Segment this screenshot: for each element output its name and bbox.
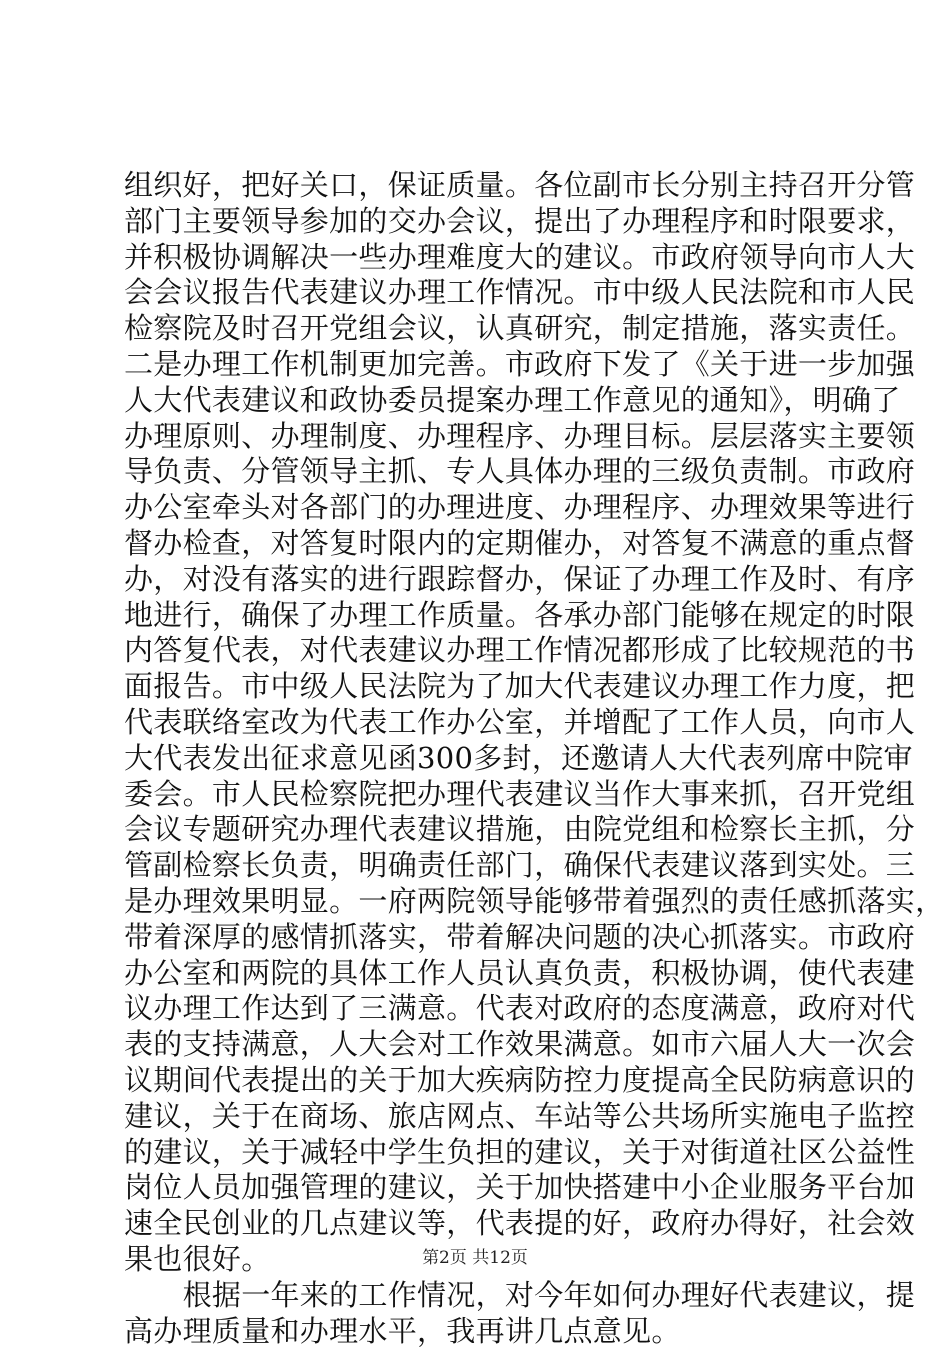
text-line: 议期间代表提出的关于加大疾病防控力度提高全民防病意识的 <box>124 1063 836 1099</box>
text-line: 管副检察长负责，明确责任部门，确保代表建议落到实处。三 <box>124 848 836 884</box>
text-line: 督办检查，对答复时限内的定期催办，对答复不满意的重点督 <box>124 526 836 562</box>
text-line: 带着深厚的感情抓落实，带着解决问题的决心抓落实。市政府 <box>124 920 836 956</box>
text-line: 会议专题研究办理代表建议措施，由院党组和检察长主抓，分 <box>124 812 836 848</box>
text-line: 导负责、分管领导主抓、专人具体办理的三级负责制。市政府 <box>124 454 836 490</box>
text-line: 根据一年来的工作情况，对今年如何办理好代表建议，提 <box>124 1278 836 1314</box>
text-line: 办理原则、办理制度、办理程序、办理目标。层层落实主要领 <box>124 419 836 455</box>
text-line: 代表联络室改为代表工作办公室，并增配了工作人员，向市人 <box>124 705 836 741</box>
text-line: 二是办理工作机制更加完善。市政府下发了《关于进一步加强 <box>124 347 836 383</box>
text-line: 办公室牵头对各部门的办理进度、办理程序、办理效果等进行 <box>124 490 836 526</box>
document-body <box>124 168 836 1349</box>
text-line: 组织好，把好关口，保证质量。各位副市长分别主持召开分管 <box>124 168 836 204</box>
text-line: 大代表发出征求意见函300多封，还邀请人大代表列席中院审 <box>124 741 836 777</box>
text-line: 速全民创业的几点建议等，代表提的好，政府办得好，社会效 <box>124 1206 836 1242</box>
text-line: 议办理工作达到了三满意。代表对政府的态度满意，政府对代 <box>124 991 836 1027</box>
text-line: 会会议报告代表建议办理工作情况。市中级人民法院和市人民 <box>124 275 836 311</box>
text-line: 检察院及时召开党组会议，认真研究，制定措施，落实责任。 <box>124 311 836 347</box>
text-line: 的建议，关于减轻中学生负担的建议，关于对街道社区公益性 <box>124 1135 836 1171</box>
text-line: 办，对没有落实的进行跟踪督办，保证了办理工作及时、有序 <box>124 562 836 598</box>
text-line: 表的支持满意，人大会对工作效果满意。如市六届人大一次会 <box>124 1027 836 1063</box>
text-line: 委会。市人民检察院把办理代表建议当作大事来抓，召开党组 <box>124 777 836 813</box>
text-line: 果也很好。 <box>124 1242 836 1278</box>
text-line: 内答复代表，对代表建议办理工作情况都形成了比较规范的书 <box>124 633 836 669</box>
text-line: 是办理效果明显。一府两院领导能够带着强烈的责任感抓落实， <box>124 884 836 920</box>
text-line: 岗位人员加强管理的建议，关于加快搭建中小企业服务平台加 <box>124 1170 836 1206</box>
page-number-footer: 第2页 共12页 <box>0 1243 950 1268</box>
text-line: 并积极协调解决一些办理难度大的建议。市政府领导向市人大 <box>124 240 836 276</box>
text-line: 部门主要领导参加的交办会议，提出了办理程序和时限要求， <box>124 204 836 240</box>
text-line: 办公室和两院的具体工作人员认真负责，积极协调，使代表建 <box>124 956 836 992</box>
text-line: 高办理质量和办理水平，我再讲几点意见。 <box>124 1314 836 1349</box>
text-line: 人大代表建议和政协委员提案办理工作意见的通知》，明确了 <box>124 383 836 419</box>
text-line: 面报告。市中级人民法院为了加大代表建议办理工作力度，把 <box>124 669 836 705</box>
text-line: 建议，关于在商场、旅店网点、车站等公共场所实施电子监控 <box>124 1099 836 1135</box>
text-line: 地进行，确保了办理工作质量。各承办部门能够在规定的时限 <box>124 598 836 634</box>
